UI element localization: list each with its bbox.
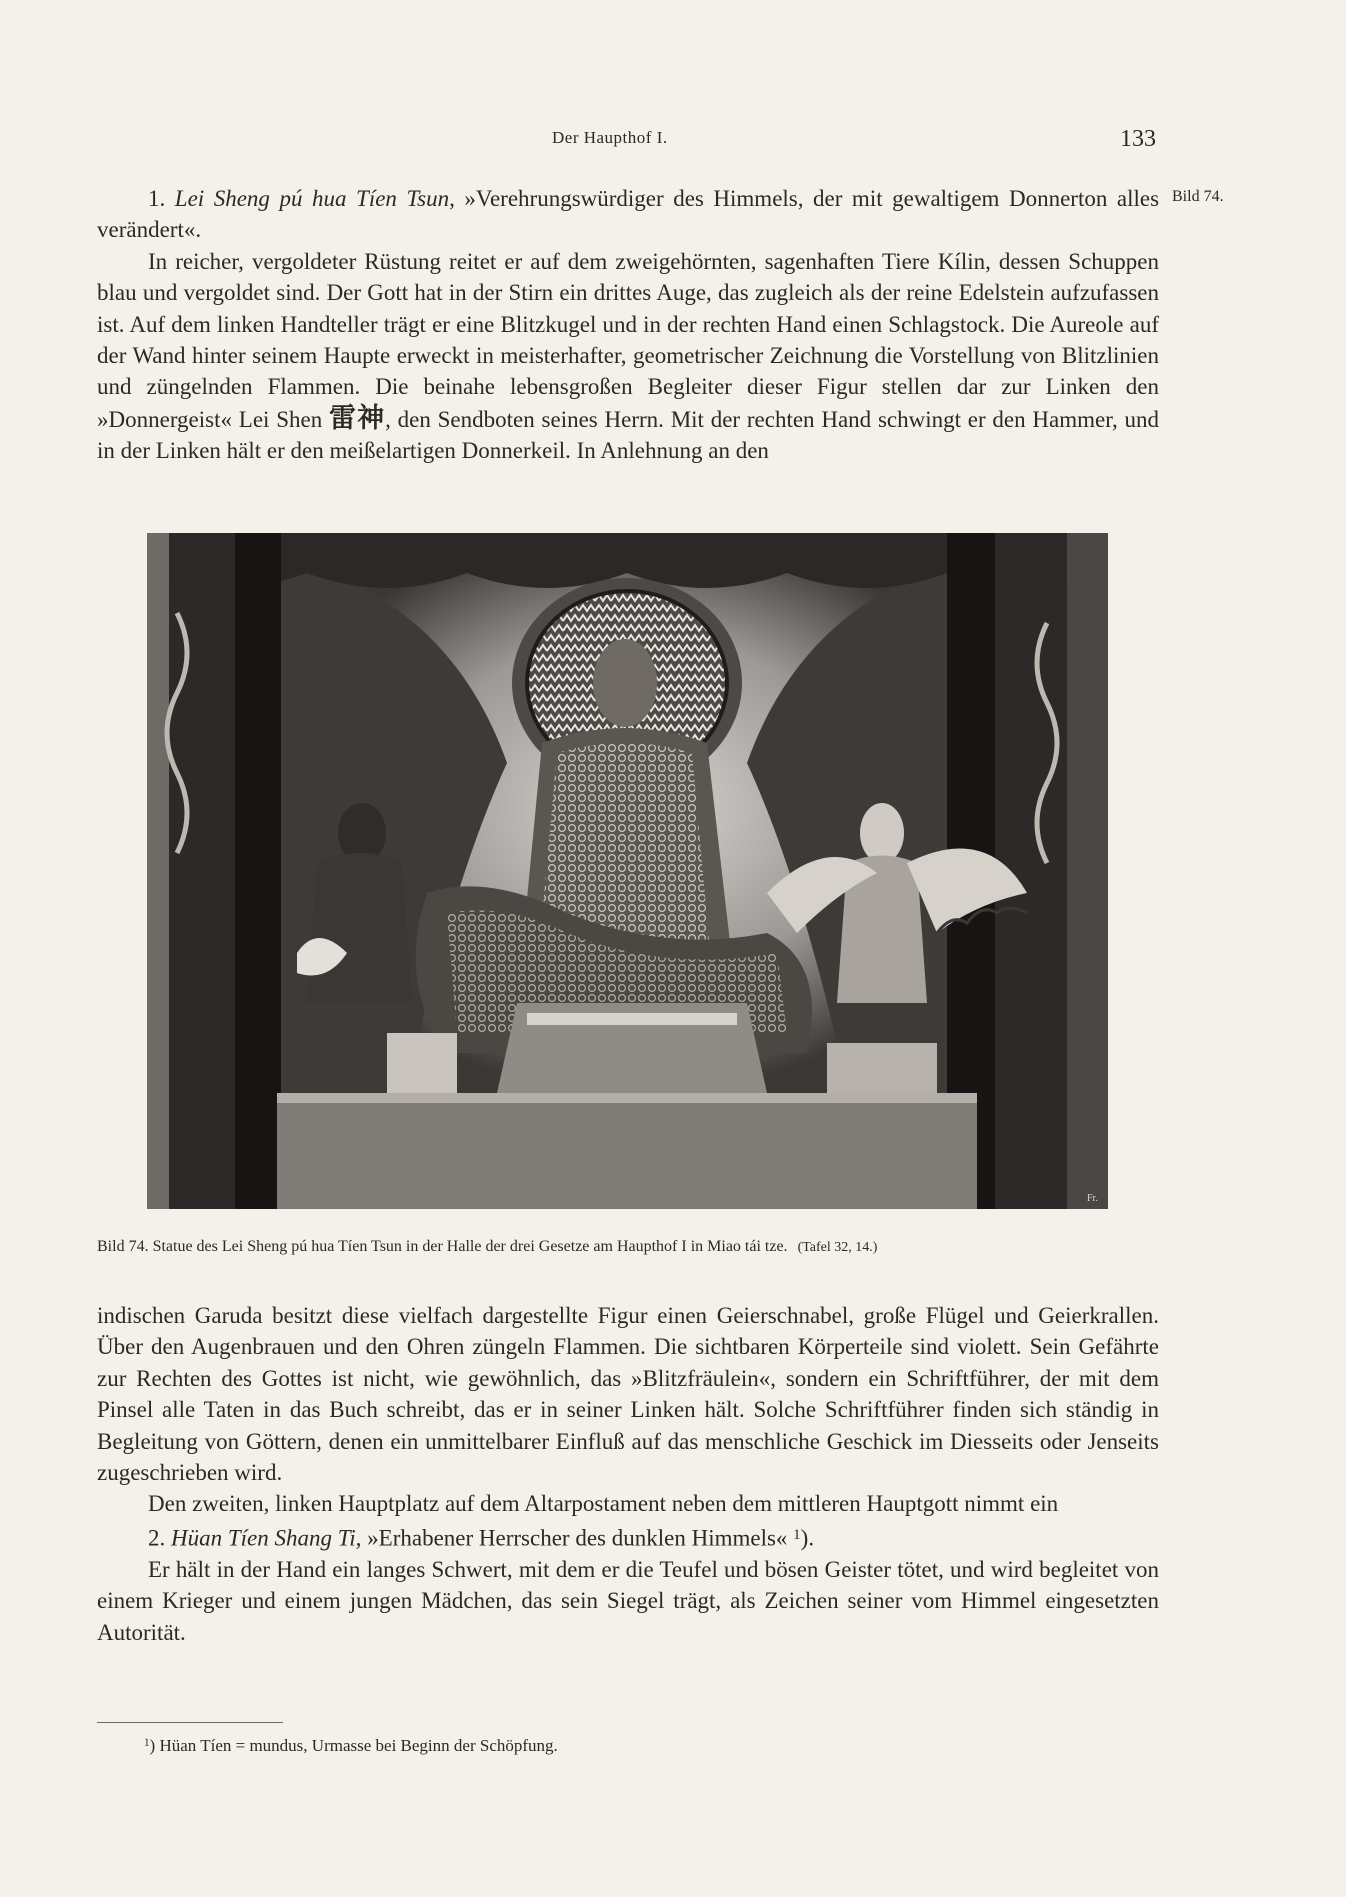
paragraph-6: Er hält in der Hand ein langes Schwert, mit dem er die Teufel und bösen Geister tötet, und wird begleitet von einem Krieger und einem jungen Mädchen, das sein Siegel trägt, als Zeichen seiner vom Himmel eingesetzten Autorität. — [97, 1556, 1159, 1645]
item-number: 1. — [148, 186, 166, 211]
running-head: Der Haupthof I. — [552, 128, 668, 147]
deity-name: Hüan Tíen Shang Ti, — [171, 1525, 362, 1551]
caption-text: Bild 74. Statue des Lei Sheng pú hua Tíen Tsun in der Halle der drei Gesetze am Haupthof I in Miao tái tze. — [97, 1238, 788, 1255]
paragraph-4: Den zweiten, linken Hauptplatz auf dem Altarpostament neben dem mittleren Hauptgott nimmt ein — [148, 1491, 1059, 1517]
deity-title: »Erhabener Herrscher des dunklen Himmels« — [367, 1525, 788, 1551]
footnote-reference[interactable]: 1 — [793, 1526, 801, 1543]
footnote-text: Hüan Tíen = mundus, Urmasse bei Beginn der Schöpfung. — [159, 1736, 558, 1755]
paragraph-3: indischen Garuda besitzt diese vielfach dargestellte Figur einen Geierschnabel, große Flügel und Geierkrallen. Über den Augenbrauen und den Ohren züngeln Flammen. Die sichtbaren Körperteile sind violett. Sein Gefährte zur Rechten des Gottes ist nicht, wie gewöhnlich, das »Blitzfräulein«, sondern ein Schriftführer, der mit dem Pinsel alle Taten in das Buch schreibt, das er in seiner Linken hält. Solche Schriftführer finden sich ständig in Begleitung von Göttern, denen ein unmittelbarer Einfluß auf das menschliche Geschick im Diesseits oder Jenseits zugeschrieben wird. — [97, 1303, 1159, 1486]
paragraph-2 — [97, 246, 1159, 467]
paragraph-2-continued: , den Sendboten seines Herrn. Mit der rechten Hand schwingt er den Hammer, und in der Linken hält er den meißelartigen Donnerkeil. In Anlehnung an den — [97, 406, 1160, 464]
margin-note: Bild 74. — [1172, 188, 1224, 205]
caption-tafel-ref: (Tafel 32, 14.) — [797, 1240, 878, 1255]
sentence-end: . — [808, 1525, 815, 1551]
paragraph-5: 2. Hüan Tíen Shang Ti, »Erhabener Herrscher des dunklen Himmels« $^1$). — [148, 1525, 815, 1551]
footnote-divider — [97, 1722, 283, 1723]
paragraph-1 — [97, 183, 1159, 246]
figure-caption — [97, 1238, 1162, 1256]
bottom-text — [97, 1300, 1159, 1648]
deity-name: Lei Sheng pú hua Tíen Tsun, — [174, 186, 455, 211]
footnote-mark: 1 — [144, 1737, 150, 1750]
item-number: 2. — [148, 1525, 166, 1551]
top-text — [97, 183, 1159, 467]
footnote: $^1$) Hüan Tíen = mundus, Urmasse bei Beginn der Schöpfung. — [144, 1736, 558, 1755]
page-number: 133 — [1120, 126, 1156, 152]
photo-monogram: Fr. — [1087, 1193, 1098, 1204]
paragraph-2-text: In reicher, vergoldeter Rüstung reitet er auf dem zweigehörnten, sagenhaften Tiere Kílin, dessen Schuppen blau und vergoldet sind. Der Gott hat in der Stirn ein drittes Auge, das zugleich als der reine Edelstein aufzufassen ist. Auf dem linken Handteller trägt er eine Blitzkugel und in der rechten Hand einen Schlagstock. Die Aureole auf der Wand hinter seinem Haupte erweckt in meisterhafter, geometrischer Zeichnung die Vorstellung von Blitzlinien und züngelnden Flammen. Die beinahe lebensgroßen Begleiter dieser Figur stellen dar zur Linken den »Donnergeist« Lei Shen — [97, 248, 1159, 432]
chinese-characters: 雷神 — [329, 402, 386, 434]
figure-photo — [147, 533, 1108, 1209]
deity-title: »Verehrungswürdiger des Himmels, der mit gewaltigem Donnerton alles verändert«. — [97, 186, 1160, 243]
statue-photo-icon — [147, 533, 1108, 1209]
